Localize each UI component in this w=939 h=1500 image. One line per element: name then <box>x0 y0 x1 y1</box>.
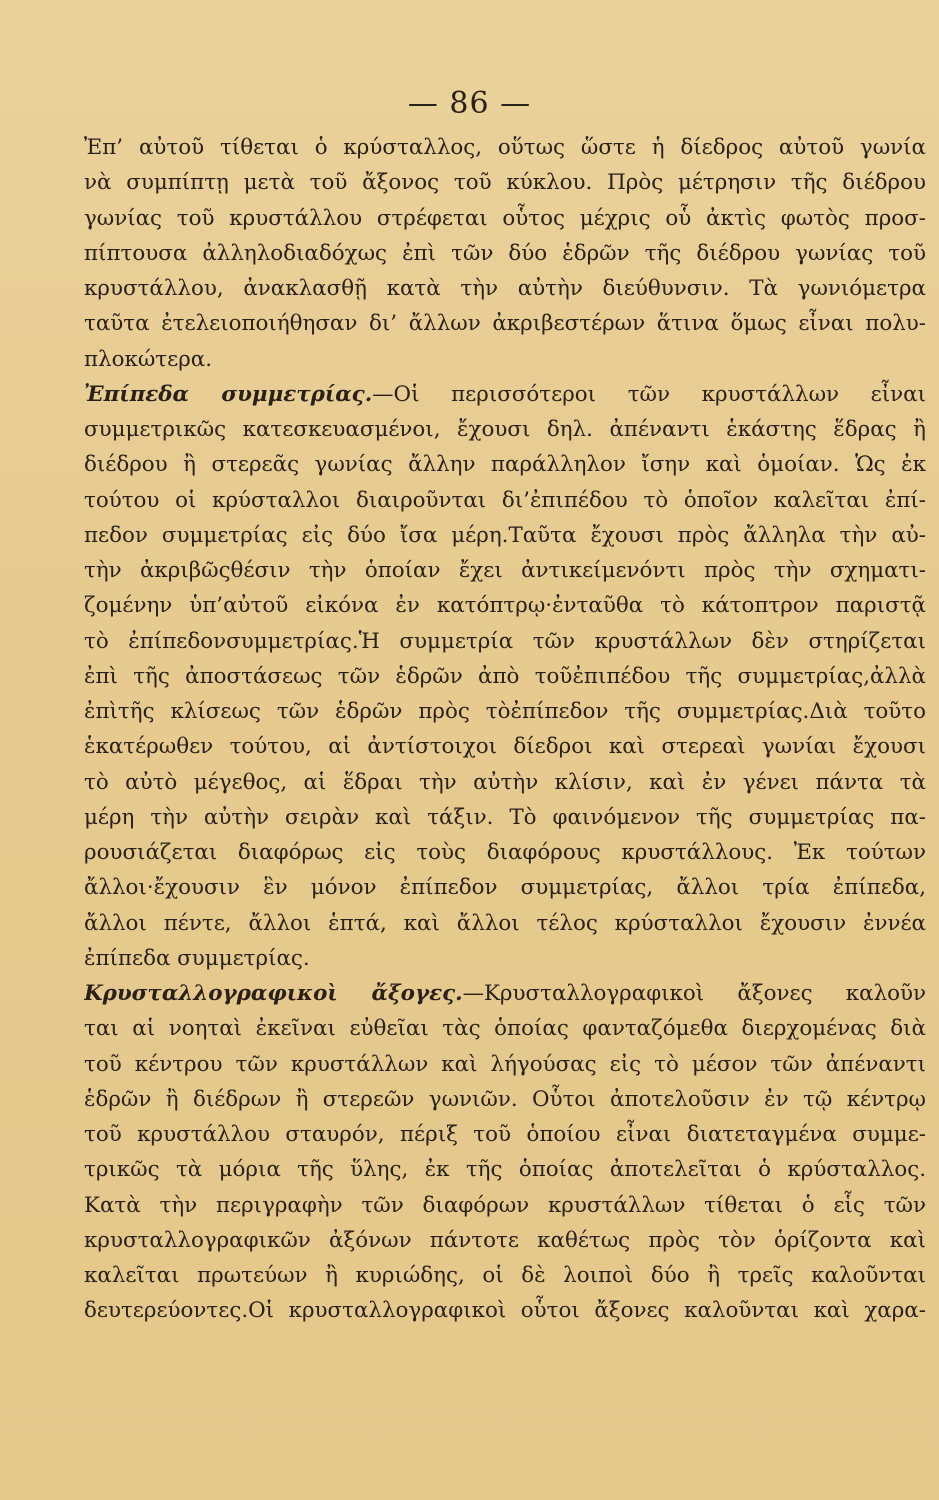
text-line <box>84 377 926 412</box>
text-line <box>84 765 926 800</box>
text-line <box>84 483 926 518</box>
text-line <box>84 165 926 200</box>
line-text: τὴν ἀκριβῶςθέσιν τὴν ὁποίαν ἔχει ἀντικείμενόντι πρὸς τὴν σχηματι- <box>84 558 926 583</box>
line-text: τρικῶς τὰ μόρια τῆς ὕλης, ἐκ τῆς ὁποίας ἀποτελεῖται ὁ κρύσταλλος. <box>84 1157 926 1183</box>
line-text: τούτου οἱ κρύσταλλοι διαιροῦνται δι’ἐπιπέδου τὸ ὁποῖον καλεῖται ἐπί- <box>84 487 926 513</box>
line-text: μέρη τὴν αὐτὴν σειρὰν καὶ τάξιν. Τὸ φαινόμενον τῆς συμμετρίας πα- <box>84 804 926 830</box>
line-text: τοῦ κρυστάλλου σταυρόν, πέριξ τοῦ ὁποίου εἶναι διατεταγμένα συμμε- <box>84 1122 926 1147</box>
text-line <box>84 1152 926 1187</box>
text-line <box>84 1293 926 1328</box>
line-text: δευτερεύοντες.Οἱ κρυσταλλογραφικοὶ οὗτοι ἄξονες καλοῦνται καὶ χαρα- <box>84 1298 926 1324</box>
line-text: τὸ αὐτὸ μέγεθος, αἱ ἕδραι τὴν αὐτὴν κλίσιν, καὶ ἐν γένει πάντα τὰ <box>84 769 926 795</box>
line-text: συμμετρικῶς κατεσκευασμένοι, ἔχουσι δηλ. ἀπέναντι ἑκάστης ἕδρας ἢ <box>84 417 926 442</box>
text-line <box>84 1047 926 1082</box>
text-line <box>84 729 926 764</box>
text-line <box>84 976 926 1011</box>
line-text: ρουσιάζεται διαφόρως εἰς τοὺς διαφόρους κρυστάλλους. Ἐκ τούτων <box>84 840 926 865</box>
text-line <box>84 553 926 588</box>
line-text: ἑδρῶν ἢ διέδρων ἢ στερεῶν γωνιῶν. Οὗτοι ἀποτελοῦσιν ἐν τῷ κέντρῳ <box>84 1086 926 1112</box>
text-line <box>84 694 926 729</box>
line-text: ἑκατέρωθεν τούτου, αἱ ἀντίστοιχοι δίεδροι καὶ στερεαὶ γωνίαι ἔχουσι <box>84 734 926 760</box>
body-text <box>84 130 926 1329</box>
text-line <box>84 941 926 976</box>
text-line <box>84 201 926 236</box>
text-line <box>84 1082 926 1117</box>
text-line <box>84 342 926 377</box>
line-text: ἄλλοι·ἔχουσιν ἓν μόνον ἐπίπεδον συμμετρίας, ἄλλοι τρία ἐπίπεδα, <box>84 875 926 901</box>
line-text: —Κρυσταλλογραφικοὶ ἄξονες καλοῦν <box>462 981 926 1006</box>
text-line <box>84 906 926 941</box>
line-text: τοῦ κέντρου τῶν κρυστάλλων καὶ λήγούσας εἰς τὸ μέσον τῶν ἀπέναντι <box>84 1051 926 1077</box>
line-text: ἄλλοι πέντε, ἄλλοι ἑπτά, καὶ ἄλλοι τέλος κρύσταλλοι ἔχουσιν ἐννέα <box>84 910 926 936</box>
text-line <box>84 236 926 271</box>
text-line <box>84 1223 926 1258</box>
line-text: πίπτουσα ἀλληλοδιαδόχως ἐπὶ τῶν δύο ἑδρῶν τῆς διέδρου γωνίας τοῦ <box>84 240 926 266</box>
text-line <box>84 271 926 306</box>
text-line <box>84 412 926 447</box>
text-line <box>84 1188 926 1223</box>
text-line <box>84 659 926 694</box>
line-text: ἐπὶτῆς κλίσεως τῶν ἑδρῶν πρὸς τὸἐπίπεδον τῆς συμμετρίας.Διὰ τοῦτο <box>84 699 926 724</box>
line-text: διέδρου ἢ στερεᾶς γωνίας ἄλλην παράλληλον ἴσην καὶ ὁμοίαν. Ὡς ἐκ <box>84 452 926 478</box>
line-text: ἐπίπεδα συμμετρίας. <box>84 945 310 971</box>
text-line <box>84 518 926 553</box>
line-text: γωνίας τοῦ κρυστάλλου στρέφεται οὗτος μέχρις οὗ ἀκτὶς φωτὸς προσ- <box>84 205 926 231</box>
line-text: Κατὰ τὴν περιγραφὴν τῶν διαφόρων κρυστάλλων τίθεται ὁ εἷς τῶν <box>84 1192 926 1218</box>
line-text: ζομένην ὑπ’αὐτοῦ εἰκόνα ἐν κατόπτρῳ·ἐνταῦθα τὸ κάτοπτρον παριστᾷ <box>84 593 926 619</box>
line-text: —Οἱ περισσότεροι τῶν κρυστάλλων εἶναι <box>372 381 926 407</box>
line-text: πεδον συμμετρίας εἰς δύο ἴσα μέρη.Ταῦτα ἔχουσι πρὸς ἄλληλα τὴν αὐ- <box>84 522 926 548</box>
line-text: τὸ ἐπίπεδονσυμμετρίας.Ἡ συμμετρία τῶν κρυστάλλων δὲν στηρίζεται <box>84 628 926 654</box>
text-line <box>84 588 926 623</box>
line-text: κρυσταλλογραφικῶν ἀξόνων πάντοτε καθέτως πρὸς τὸν ὁρίζοντα καὶ <box>84 1227 926 1253</box>
line-text: καλεῖται πρωτεύων ἢ κυριώδης, οἱ δὲ λοιποὶ δύο ἢ τρεῖς καλοῦνται <box>84 1263 926 1288</box>
page-number: — 86 — <box>407 86 532 121</box>
line-text: ταῦτα ἐτελειοποιήθησαν δι’ ἄλλων ἀκριβεστέρων ἅτινα ὅμως εἶναι πολυ- <box>84 311 926 337</box>
line-text: κρυστάλλου, ἀνακλασθῇ κατὰ τὴν αὐτὴν διεύθυνσιν. Τὰ γωνιόμετρα <box>84 276 926 301</box>
line-text: πλοκώτερα. <box>84 346 213 372</box>
section-heading: Κρυσταλλογραφικοὶ ἄξογες. <box>84 981 463 1006</box>
text-line <box>84 624 926 659</box>
text-line <box>84 870 926 905</box>
text-line <box>84 835 926 870</box>
text-line <box>84 1117 926 1152</box>
text-line <box>84 800 926 835</box>
text-line <box>84 447 926 482</box>
line-text: νὰ συμπίπτῃ μετὰ τοῦ ἄξονος τοῦ κύκλου. Πρὸς μέτρησιν τῆς διέδρου <box>84 170 926 196</box>
text-line <box>84 306 926 341</box>
line-text: Ἐπ’ αὐτοῦ τίθεται ὁ κρύσταλλος, οὕτως ὥστε ἡ δίεδρος αὐτοῦ γωνία <box>84 135 926 160</box>
text-line <box>84 130 926 165</box>
line-text: ἐπὶ τῆς ἀποστάσεως τῶν ἑδρῶν ἀπὸ τοῦἐπιπέδου τῆς συμμετρίας,ἀλλὰ <box>84 663 926 689</box>
line-text: ται αἱ νοηταὶ ἐκεῖναι εὐθεῖαι τὰς ὁποίας φανταζόμεθα διερχομένας διὰ <box>84 1016 926 1042</box>
text-line <box>84 1258 926 1293</box>
text-line <box>84 1011 926 1046</box>
section-heading: Ἐπίπεδα συμμετρίας. <box>84 381 373 407</box>
